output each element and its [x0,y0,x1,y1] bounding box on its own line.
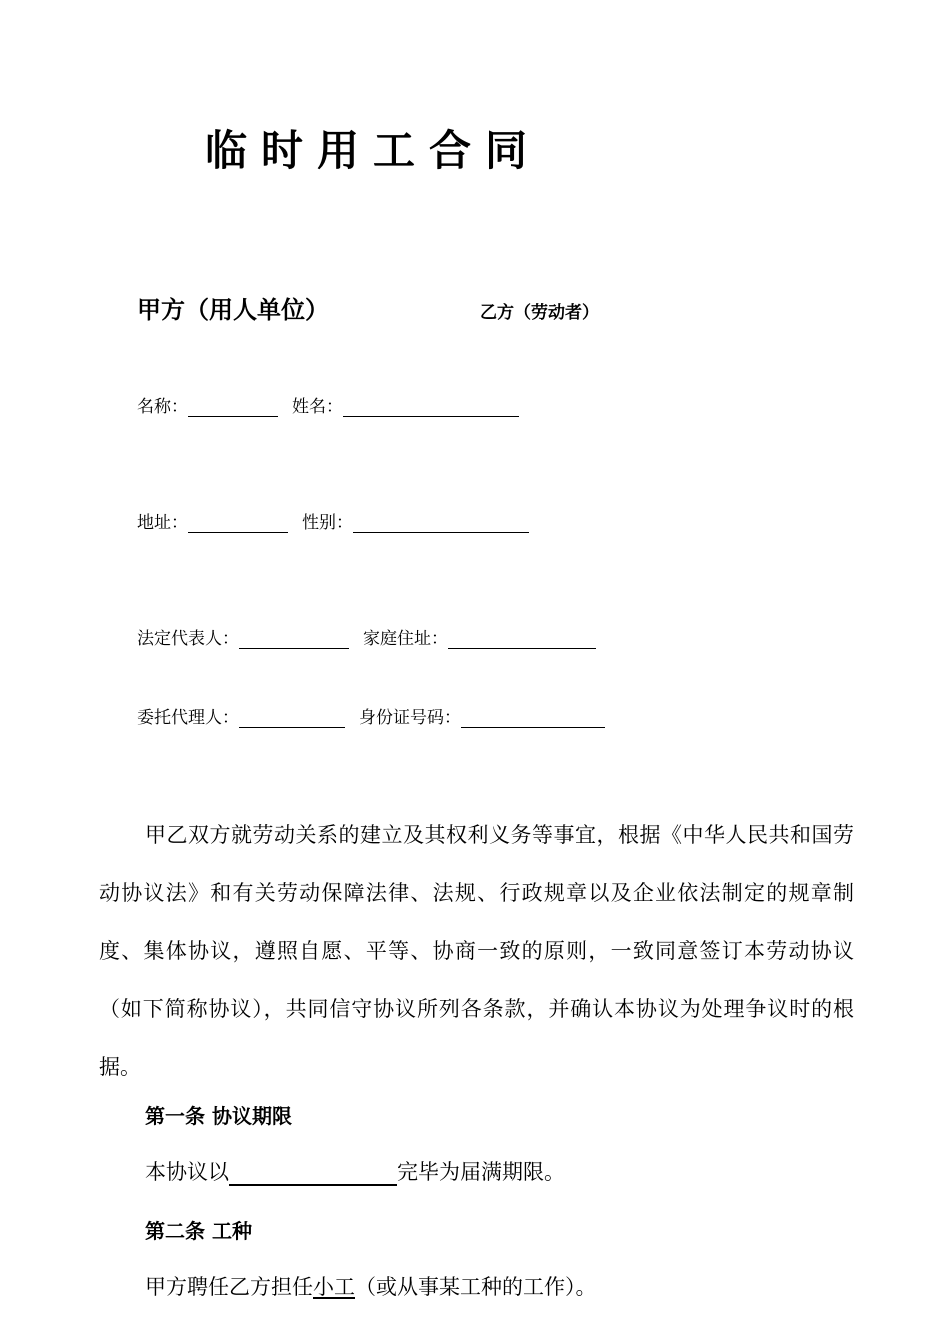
clause2-job-value: 小工 [313,1275,355,1299]
worker-gender-label: 性别： [302,513,353,533]
field-row-representative [137,624,610,649]
company-name-blank [188,398,278,417]
id-number-label: 身份证号码： [359,708,461,728]
clause1-term-blank [229,1162,397,1186]
clause2-heading: 第二条 工种 [145,1219,252,1243]
field-row-address [137,508,543,533]
worker-gender-blank [353,514,529,533]
legal-rep-blank [239,630,349,649]
clause2-text-after: （或从事某工种的工作）。 [355,1275,597,1299]
company-address-label: 地址： [137,513,188,533]
worker-name-blank [343,398,519,417]
company-name-label: 名称： [137,397,188,417]
worker-name-label: 姓名： [292,397,343,417]
clause2-text-before: 甲方聘任乙方担任 [145,1275,313,1299]
home-address-label: 家庭住址： [363,629,448,649]
home-address-blank [448,630,596,649]
clause1-text [145,1156,565,1186]
clause1-heading: 第一条 协议期限 [145,1104,292,1128]
company-address-blank [188,514,288,533]
party-b-heading: 乙方（劳动者） [480,303,599,323]
clause2-text [145,1271,597,1301]
clause1-text-after: 完毕为届满期限。 [397,1160,565,1184]
id-number-blank [461,709,605,728]
document-title: 临时用工合同 [205,126,542,175]
agent-label: 委托代理人： [137,708,239,728]
party-a-heading: 甲方（用人单位） [137,296,329,324]
agent-blank [239,709,345,728]
field-row-name [137,392,533,417]
clause1-text-before: 本协议以 [145,1160,229,1184]
field-row-agent [137,703,619,728]
preamble-paragraph: 甲乙双方就劳动关系的建立及其权利义务等事宜，根据《中华人民共和国劳动协议法》和有关劳动保障法律、法规、行政规章以及企业依法制定的规章制度、集体协议，遵照自愿、平等、协商一致的原则，一致同意签订本劳动协议（如下简称协议），共同信守协议所列各条款，并确认本协议为处理争议时的根据。 [99,823,854,1079]
legal-rep-label: 法定代表人： [137,629,239,649]
